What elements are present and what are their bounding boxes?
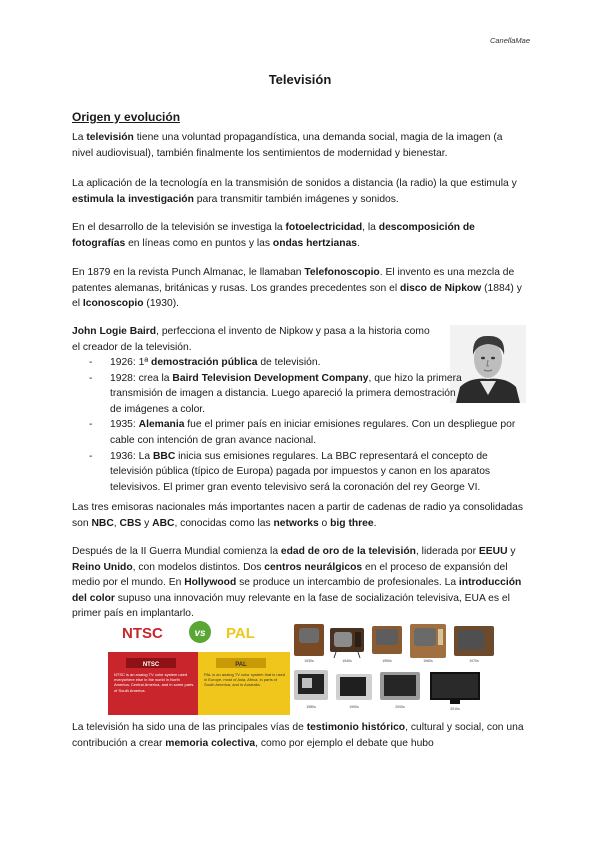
ntsc-vs-pal-graphic <box>108 620 290 715</box>
paragraph-6: Las tres emisoras nacionales más importantes nacen a partir de cadenas de radio ya consolidadas son NBC, CBS y ABC, conocidas como las networks o big three. <box>72 502 524 529</box>
author-header: CanellaMae <box>489 36 530 45</box>
tv-2010s <box>430 672 480 711</box>
pal-box-title: PAL <box>235 662 247 668</box>
ntsc-box-text: NTSC is an analog TV color system used everywhere else in the world in North America, Central America, and in some parts of South America. <box>114 672 194 693</box>
svg-text:1970s: 1970s <box>469 659 479 663</box>
timeline-item: - 1935: Alemania fue el primer país en iniciar emisiones regulares. Con un despliegue por cable con intención de gran avance nacional. <box>89 419 516 446</box>
tv-1930s <box>294 624 324 663</box>
svg-text:1940s: 1940s <box>342 659 352 663</box>
tv-1940s <box>330 628 364 663</box>
tv-1960s <box>410 624 446 663</box>
baird-timeline <box>72 355 526 495</box>
tv-1970s <box>454 626 494 663</box>
paragraph-3: En el desarrollo de la televisión se investiga la fotoelectricidad, la descomposición de fotografías en líneas como en puntos y las ondas hertzianas. <box>72 222 475 249</box>
svg-text:1950s: 1950s <box>382 659 392 663</box>
paragraph-1: La televisión tiene una voluntad propagandística, una demanda social, magia de la imagen (a nivel audiovisual), también finalmente los sentimientos de modernidad y bienestar. <box>72 132 503 159</box>
section-title: Origen y evolución <box>72 110 181 124</box>
tv-1950s <box>372 626 402 663</box>
pal-box-text: PAL is an analog TV color system that is used in Europe, most of Asia, Africa, in parts of South America, and in Australia. <box>204 672 286 688</box>
vs-text: vs <box>194 628 206 639</box>
ntsc-box-title: NTSC <box>142 662 160 668</box>
timeline-item: - 1928: crea la Baird Television Development Company, que hizo la primera transmisión de imagen a distancia. Luego apareció la primera demostración de imágenes a color. <box>89 372 462 415</box>
svg-text:1980s: 1980s <box>306 705 316 709</box>
paragraph-8: La televisión ha sido una de las principales vías de testimonio histórico, cultural y social, con una contribución a crear memoria colectiva, como por ejemplo el debate que hubo <box>72 722 524 749</box>
ntsc-heading: NTSC <box>122 625 163 642</box>
svg-text:1930s: 1930s <box>304 659 314 663</box>
tv-evolution-graphic <box>290 620 500 715</box>
tv-2000s <box>380 672 420 709</box>
tv-figure <box>108 620 500 715</box>
svg-text:1960s: 1960s <box>423 659 433 663</box>
paragraph-7: Después de la II Guerra Mundial comienza la edad de oro de la televisión, liderada por EEUU y Reino Unido, con modelos distintos. Dos centros neurálgicos en el proceso de expansión del medio por el mundo. En Hollywood se produce un intercambio de profesionales. La introducción del color supuso una innovación muy relevante en la fase de socialización televisiva, EUA es el primer país en implantarlo. <box>72 546 522 620</box>
page-title: Televisión <box>268 72 332 87</box>
tv-1980s <box>294 670 328 709</box>
timeline-item: - 1926: 1ª demostración pública de televisión. <box>89 357 321 368</box>
svg-text:2010s: 2010s <box>450 707 460 711</box>
svg-text:1990s: 1990s <box>349 705 359 709</box>
paragraph-2: La aplicación de la tecnología en la transmisión de sonidos a distancia (la radio) la que estimula y estimula la investigación para transmitir también imágenes y sonidos. <box>72 178 517 205</box>
pal-heading: PAL <box>226 625 255 642</box>
paragraph-5: John Logie Baird, perfecciona el invento de Nipkow y pasa a la historia como el creador de la televisión. <box>72 326 430 353</box>
svg-text:2000s: 2000s <box>395 705 405 709</box>
tv-1990s <box>336 674 372 709</box>
timeline-item: - 1936: La BBC inicia sus emisiones regulares. La BBC representará el concepto de televisión pública (típico de Europa) pagada por impuestos y canon en los aparatos televisivos. El primer gran evento televisivo será la coronación del rey George VI. <box>89 450 491 493</box>
paragraph-4: En 1879 en la revista Punch Almanac, le llamaban Telefonoscopio. El invento es una mezcla de patentes alemanas, británicas y rusas. Los grandes precedentes son el disco de Nipkow (1884) y el Iconoscopio (1930). <box>72 267 522 310</box>
